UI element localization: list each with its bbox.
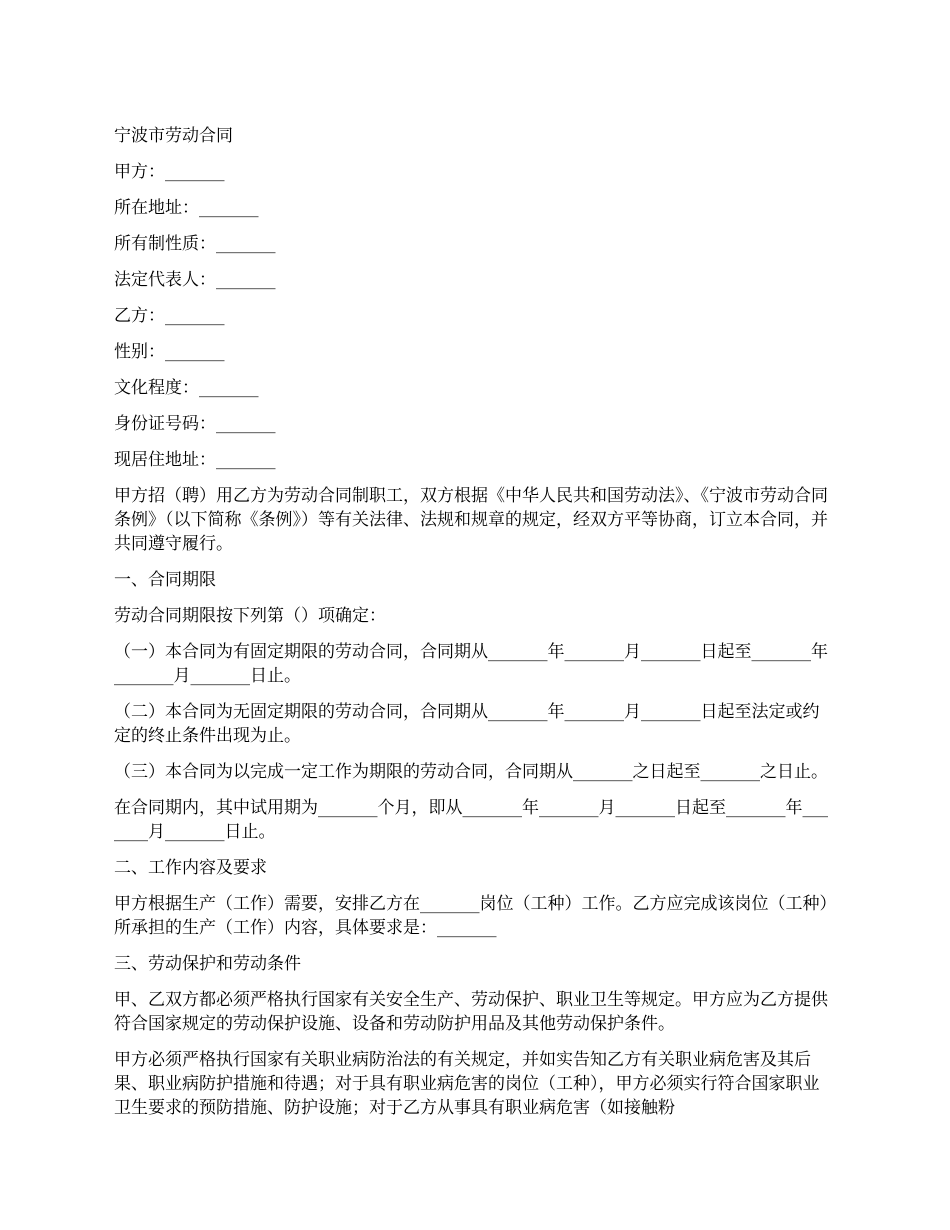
section-3-heading: 三、劳动保护和劳动条件 bbox=[114, 954, 301, 974]
field-party-a: 甲方：_______ bbox=[114, 162, 225, 182]
field-gender: 性别：_______ bbox=[114, 342, 225, 362]
section-1-intro: 劳动合同期限按下列第（）项确定： bbox=[114, 606, 386, 626]
field-party-b: 乙方：_______ bbox=[114, 306, 225, 326]
section-3-body-2: 甲方必须严格执行国家有关职业病防治法的有关规定，并如实告知乙方有关职业病危害及其后果、职业病防护措施和待遇；对于具有职业病危害的岗位（工种），甲方必须实行符合国家职业卫生要求的预防措施、防护设施；对于乙方从事具有职业病危害（如接触粉 bbox=[114, 1050, 820, 1118]
intro-paragraph: 甲方招（聘）用乙方为劳动合同制职工，双方根据《中华人民共和国劳动法》、《宁波市劳动合同条例》（以下简称《条例》）等有关法律、法规和规章的规定，经双方平等协商，订立本合同，并共同遵守履行。 bbox=[114, 486, 828, 554]
field-id-number: 身份证号码：_______ bbox=[114, 414, 276, 434]
section-1-item-2: （二）本合同为无固定期限的劳动合同，合同期从_______年_______月_______日起至法定或约定的终止条件出现为止。 bbox=[114, 702, 820, 746]
field-education: 文化程度：_______ bbox=[114, 378, 259, 398]
document-title: 宁波市劳动合同 bbox=[114, 126, 233, 146]
contract-document bbox=[114, 124, 836, 1132]
field-legal-rep: 法定代表人：_______ bbox=[114, 270, 276, 290]
section-3-body-1: 甲、乙双方都必须严格执行国家有关安全生产、劳动保护、职业卫生等规定。甲方应为乙方提供符合国家规定的劳动保护设施、设备和劳动防护用品及其他劳动保护条件。 bbox=[114, 990, 828, 1034]
field-residence: 现居住地址：_______ bbox=[114, 450, 276, 470]
section-2-heading: 二、工作内容及要求 bbox=[114, 858, 267, 878]
section-1-item-1: （一）本合同为有固定期限的劳动合同，合同期从_______年_______月_______日起至_______年_______月_______日止。 bbox=[114, 642, 828, 686]
section-2-body: 甲方根据生产（工作）需要，安排乙方在_______岗位（工种）工作。乙方应完成该岗位（工种）所承担的生产（工作）内容，具体要求是：_______ bbox=[114, 894, 828, 938]
section-1-item-3: （三）本合同为以完成一定工作为期限的劳动合同，合同期从_______之日起至_______之日止。 bbox=[114, 762, 828, 782]
field-ownership: 所有制性质：_______ bbox=[114, 234, 276, 254]
field-address: 所在地址：_______ bbox=[114, 198, 259, 218]
section-1-probation: 在合同期内，其中试用期为_______个月，即从_______年_______月_______日起至_______年_______月_______日止。 bbox=[114, 798, 828, 842]
section-1-heading: 一、合同期限 bbox=[114, 570, 216, 590]
